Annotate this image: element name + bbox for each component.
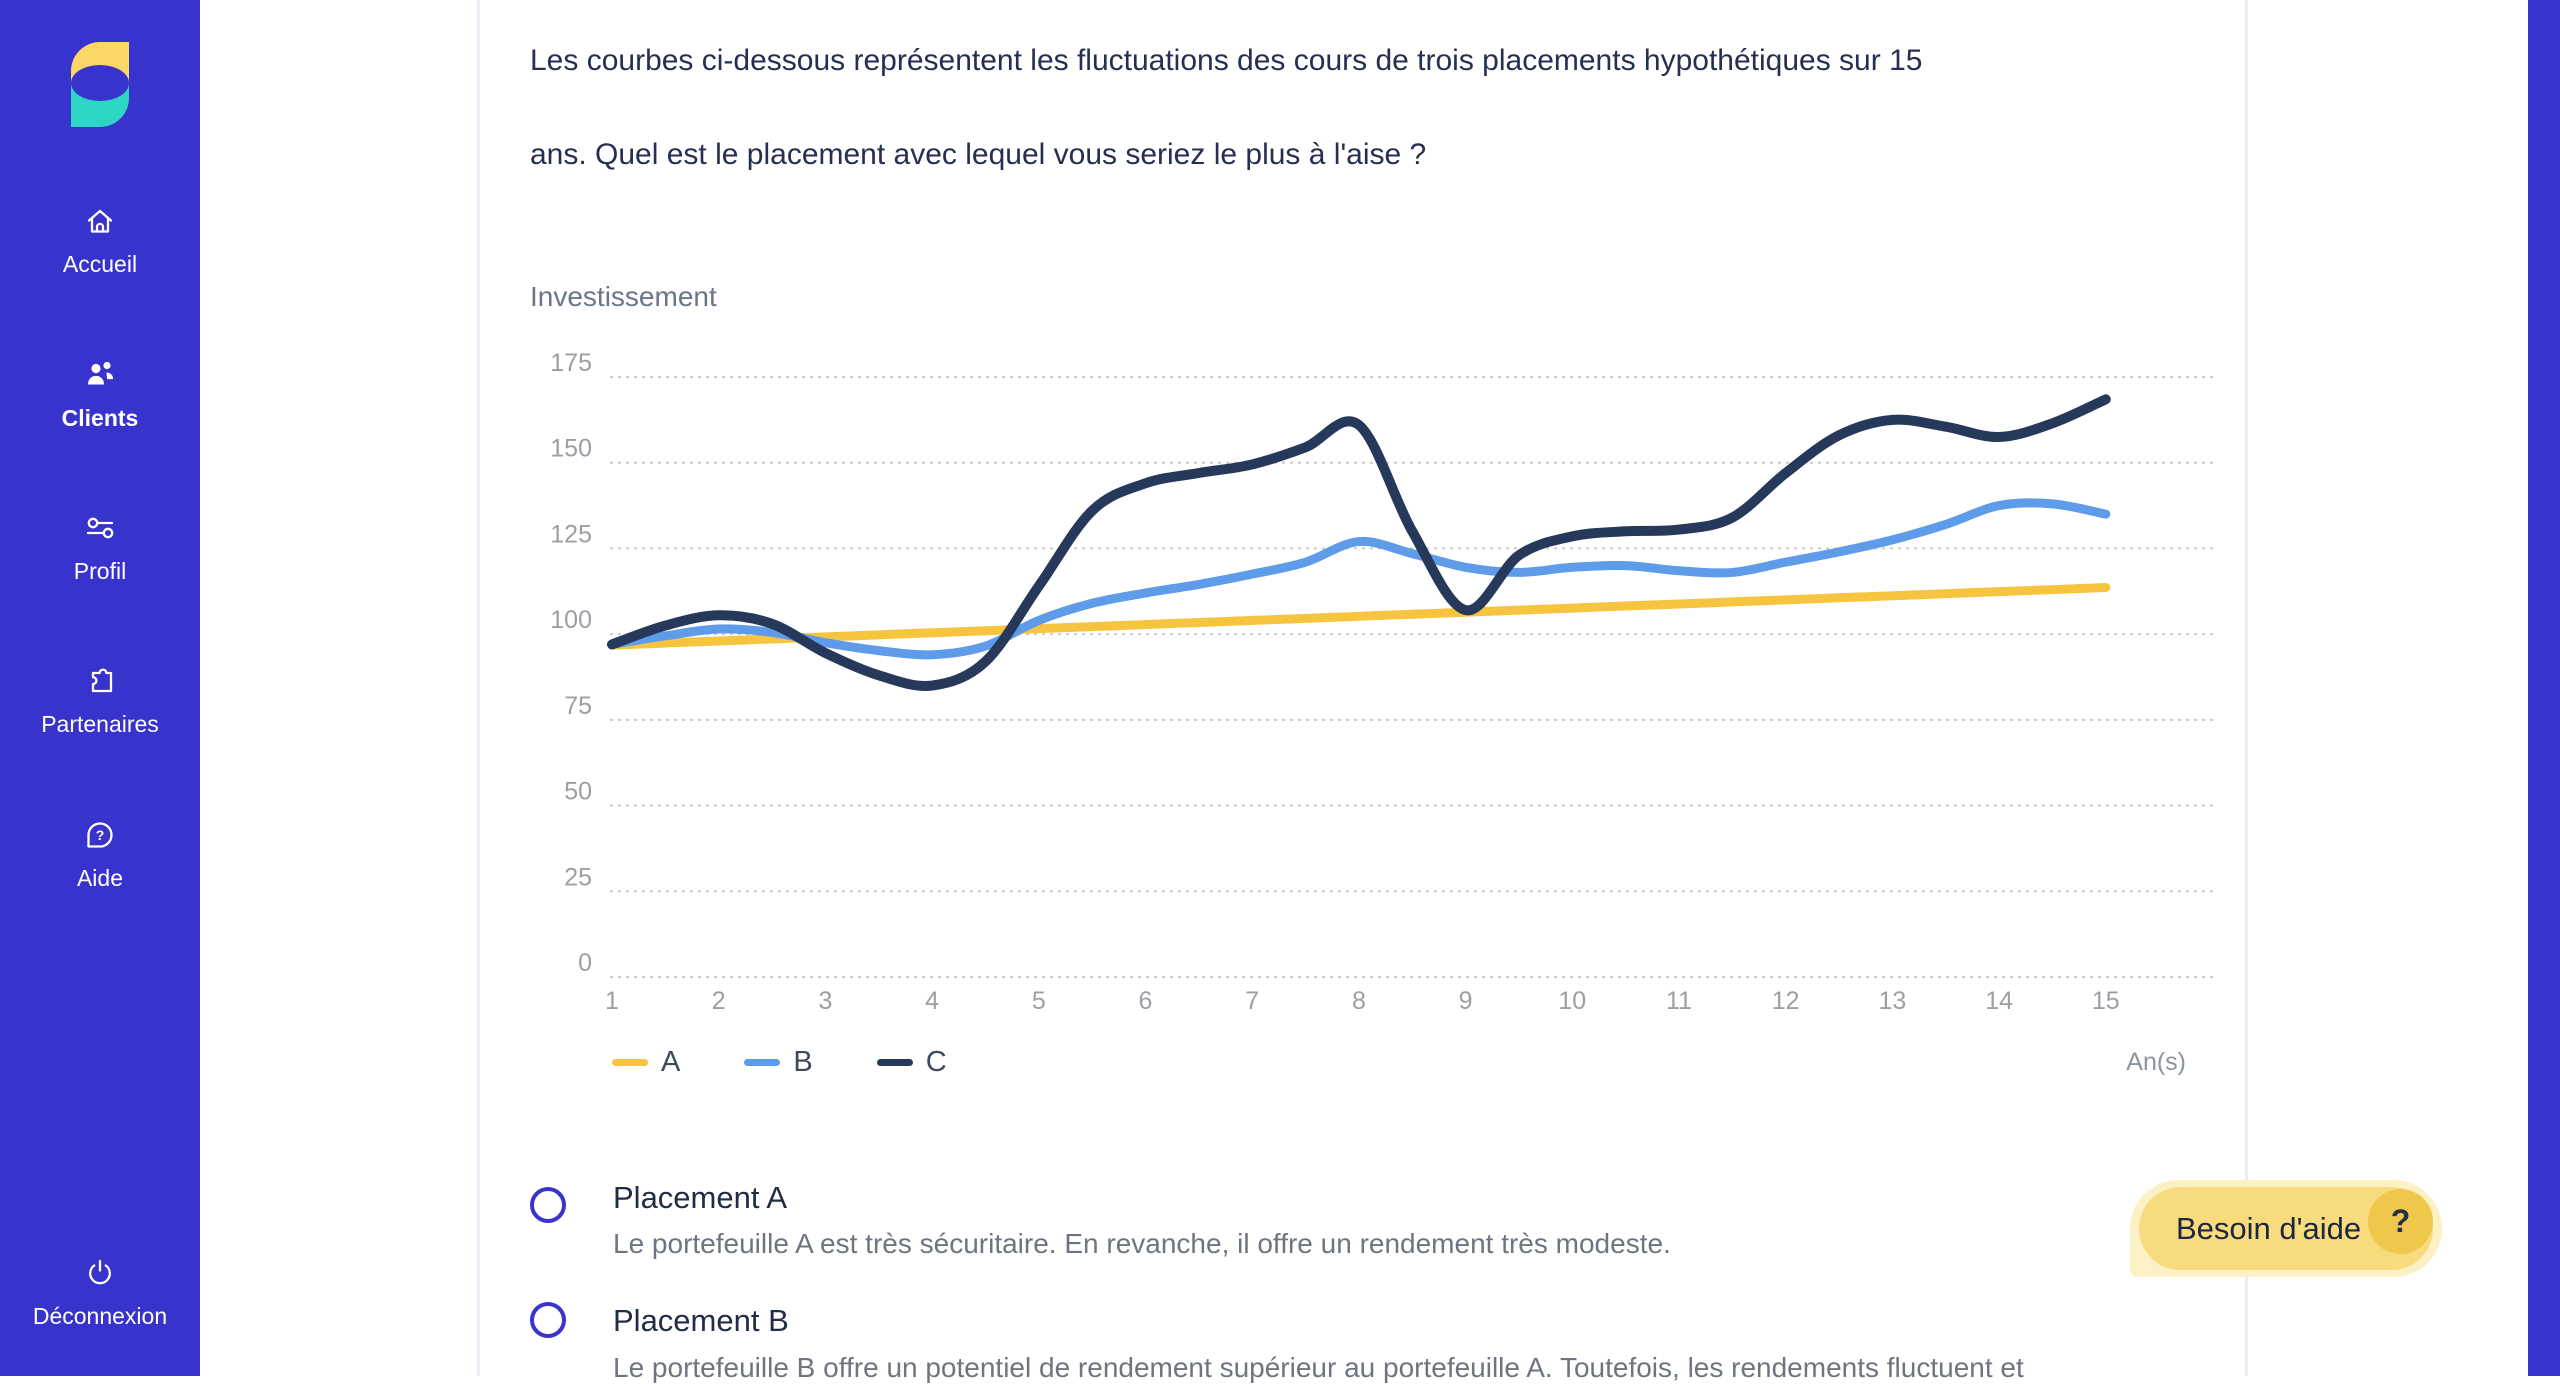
svg-text:14: 14 (1985, 987, 2014, 1015)
home-icon (82, 203, 118, 239)
power-icon (82, 1255, 118, 1291)
sidebar-item-label: Déconnexion (32, 1303, 168, 1329)
sidebar-item-label: Profil (73, 558, 127, 584)
svg-text:10: 10 (1558, 987, 1587, 1015)
radio-placement-b[interactable] (530, 1302, 566, 1338)
svg-text:100: 100 (550, 606, 592, 635)
svg-text:6: 6 (1138, 987, 1153, 1015)
help-button-label: Besoin d'aide (2176, 1210, 2362, 1246)
investment-line-chart (520, 330, 2280, 1030)
sidebar (0, 0, 200, 1376)
sidebar-item-profil[interactable] (0, 510, 200, 585)
clients-icon (82, 357, 118, 393)
question-text (530, 14, 2190, 202)
sidebar-item-label: Aide (76, 865, 124, 891)
question-line-2: ans. Quel est le placement avec lequel vous seriez le plus à l'aise ? (530, 138, 1427, 171)
option-b-description: Le portefeuille B offre un potentiel de rendement supérieur au portefeuille A. Toutefois, les rendements fluctuent et (613, 1352, 2024, 1383)
sidebar-item-aide[interactable] (0, 817, 200, 892)
svg-text:175: 175 (550, 349, 592, 378)
sidebar-item-deconnexion[interactable] (0, 1255, 200, 1330)
svg-text:11: 11 (1666, 987, 1692, 1015)
sidebar-item-clients[interactable] (0, 357, 200, 432)
logo-lens-shape (71, 65, 129, 101)
svg-text:8: 8 (1351, 987, 1366, 1015)
svg-text:?: ? (95, 827, 105, 843)
question-mark-icon: ? (2368, 1189, 2433, 1254)
sliders-icon (82, 510, 118, 546)
svg-text:9: 9 (1458, 987, 1473, 1015)
svg-text:75: 75 (564, 691, 592, 720)
svg-text:1: 1 (605, 987, 619, 1015)
question-line-1: Les courbes ci-dessous représentent les fluctuations des cours de trois placements hypothétiques sur 15 (530, 44, 1923, 77)
svg-text:5: 5 (1031, 987, 1046, 1015)
svg-text:125: 125 (550, 520, 592, 549)
puzzle-icon (82, 663, 118, 699)
legend-label-b: B (793, 1046, 813, 1078)
sidebar-item-label: Accueil (62, 251, 138, 277)
help-bubble-icon (82, 817, 118, 853)
legend-swatch-b (744, 1059, 780, 1066)
chart-title: Investissement (530, 281, 717, 312)
option-a-label[interactable]: Placement A (613, 1180, 788, 1215)
svg-text:15: 15 (2091, 987, 2120, 1015)
option-b-label[interactable]: Placement B (613, 1303, 789, 1338)
svg-text:2: 2 (711, 987, 726, 1015)
x-axis-unit-label: An(s) (2126, 1048, 2186, 1076)
svg-text:12: 12 (1771, 987, 1800, 1015)
chart-legend (612, 1046, 1011, 1079)
radio-placement-a[interactable] (530, 1187, 566, 1223)
right-edge-bar (2528, 0, 2560, 1376)
help-button[interactable] (2130, 1180, 2442, 1277)
legend-label-c: C (925, 1046, 947, 1078)
option-a-description: Le portefeuille A est très sécuritaire. En revanche, il offre un rendement très modeste. (613, 1228, 1671, 1259)
sidebar-item-label: Partenaires (41, 711, 159, 737)
svg-text:0: 0 (578, 949, 592, 977)
svg-text:13: 13 (1878, 987, 1907, 1015)
svg-text:50: 50 (564, 777, 592, 806)
sidebar-item-label: Clients (61, 405, 139, 431)
legend-swatch-c (877, 1059, 913, 1066)
svg-text:4: 4 (925, 987, 940, 1015)
svg-text:3: 3 (818, 987, 833, 1015)
legend-item-b (744, 1046, 812, 1079)
legend-item-a (612, 1046, 680, 1079)
legend-item-c (877, 1046, 947, 1079)
legend-label-a: A (661, 1046, 681, 1078)
sidebar-item-accueil[interactable] (0, 203, 200, 278)
content-left-divider (477, 0, 480, 1376)
legend-swatch-a (612, 1059, 648, 1066)
sidebar-item-partenaires[interactable] (0, 663, 200, 738)
svg-text:150: 150 (550, 434, 592, 463)
svg-text:25: 25 (564, 863, 592, 892)
app-logo (71, 42, 129, 127)
svg-text:7: 7 (1245, 987, 1260, 1015)
